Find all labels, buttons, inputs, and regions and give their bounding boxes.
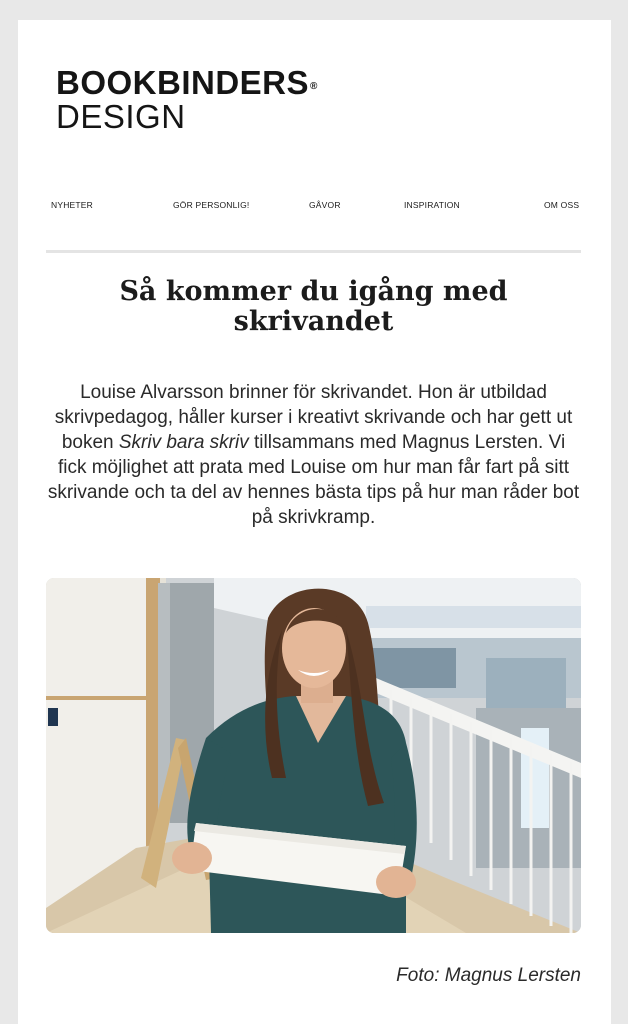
logo-line1: BOOKBINDERS® <box>56 64 318 101</box>
brand-logo[interactable] <box>56 66 318 134</box>
email-card <box>18 20 611 1024</box>
article-intro <box>46 380 581 530</box>
article-photo[interactable] <box>46 578 581 933</box>
intro-text-part2: tillsammans med Magnus Lersten. Vi fick möjlighet att prata med Louise om hur man får fart på sitt skrivande och ta del av hennes bästa tips på hur man råder bot på skrivkramp. <box>47 432 580 528</box>
nav-item-gor-personlig[interactable]: GÖR PERSONLIG! <box>173 200 250 210</box>
logo-line2: DESIGN <box>56 98 186 135</box>
nav-divider <box>46 250 581 253</box>
registered-mark: ® <box>310 81 318 92</box>
article-title: Så kommer du igång med skrivandet <box>119 276 508 337</box>
intro-text-part1: Louise Alvarsson brinner för skrivandet. Hon är utbildad skrivpedagog, håller kurser i kreativt skrivande och har gett ut boken <box>54 382 573 453</box>
nav-item-gavor[interactable]: GÅVOR <box>309 200 341 210</box>
main-navigation <box>18 200 611 212</box>
intro-book-title: Skriv bara skriv <box>118 432 249 453</box>
nav-item-nyheter[interactable]: NYHETER <box>51 200 94 210</box>
nav-item-om-oss[interactable]: OM OSS <box>544 200 580 210</box>
nav-item-inspiration[interactable]: INSPIRATION <box>404 200 460 210</box>
photo-caption: Foto: Magnus Lersten <box>396 965 581 986</box>
